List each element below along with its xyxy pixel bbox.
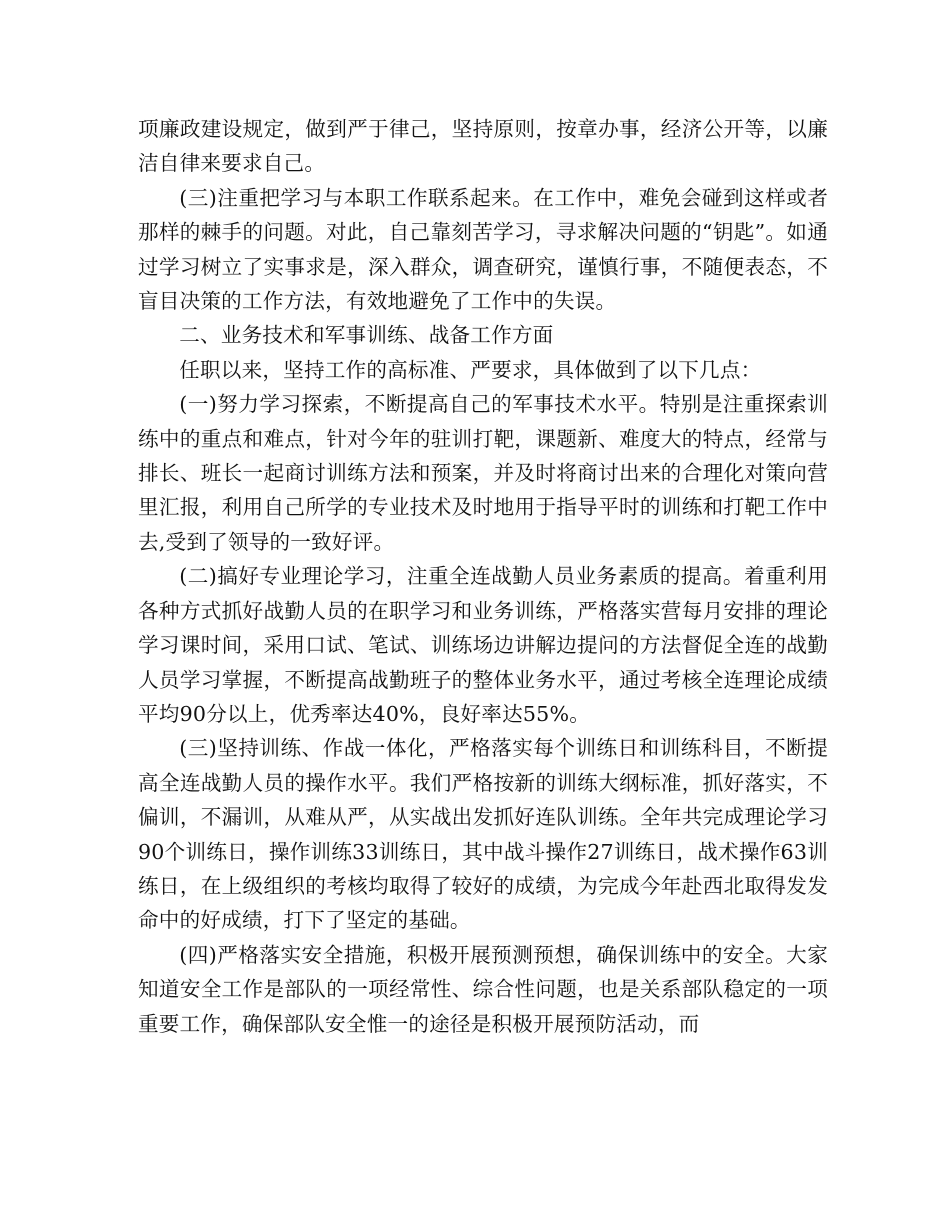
- paragraph: 项廉政建设规定，做到严于律己，坚持原则，按章办事，经济公开等，以廉洁自律来要求自己。: [138, 117, 828, 176]
- paragraph: (三)注重把学习与本职工作联系起来。在工作中，难免会碰到这样或者那样的棘手的问题。对此，自己靠刻苦学习，寻求解决问题的“钥匙”。如通过学习树立了实事求是，深入群众，调查研究，谨慎行事，不随便表态，不盲目决策的工作方法，有效地避免了工作中的失误。: [138, 185, 828, 314]
- section-heading: 二、业务技术和军事训练、战备工作方面: [179, 323, 554, 348]
- paragraph: (一)努力学习探索，不断提高自己的军事技术水平。特别是注重探索训练中的重点和难点，针对今年的驻训打靶，课题新、难度大的特点，经常与排长、班长一起商讨训练方法和预案，并及时将商讨出来的合理化对策向营里汇报，利用自己所学的专业技术及时地用于指导平时的训练和打靶工作中去,受到了领导的一致好评。: [138, 392, 828, 554]
- paragraph: (四)严格落实安全措施，积极开展预测预想，确保训练中的安全。大家知道安全工作是部队的一项经常性、综合性问题，也是关系部队稳定的一项重要工作，确保部队安全惟一的途径是积极开展预防活动，而: [138, 942, 828, 1036]
- paragraph: (二)搞好专业理论学习，注重全连战勤人员业务素质的提高。着重利用各种方式抓好战勤人员的在职学习和业务训练，严格落实营每月安排的理论学习课时间，采用口试、笔试、训练场边讲解边提问的方法督促全连的战勤人员学习掌握，不断提高战勤班子的整体业务水平，通过考核全连理论成绩平均90分以上，优秀率达40%，良好率达55%。: [138, 564, 828, 726]
- document-body: [138, 112, 828, 1041]
- paragraph: (三)坚持训练、作战一体化，严格落实每个训练日和训练科目，不断提高全连战勤人员的操作水平。我们严格按新的训练大纲标准，抓好落实，不偏训，不漏训，从难从严，从实战出发抓好连队训练。全年共完成理论学习90个训练日，操作训练33训练日，其中战斗操作27训练日，战术操作63训练日，在上级组织的考核均取得了较好的成绩，为完成今年赴西北取得发发命中的好成绩，打下了坚定的基础。: [138, 736, 828, 933]
- paragraph: 任职以来，坚持工作的高标准、严要求，具体做到了以下几点：: [179, 357, 762, 382]
